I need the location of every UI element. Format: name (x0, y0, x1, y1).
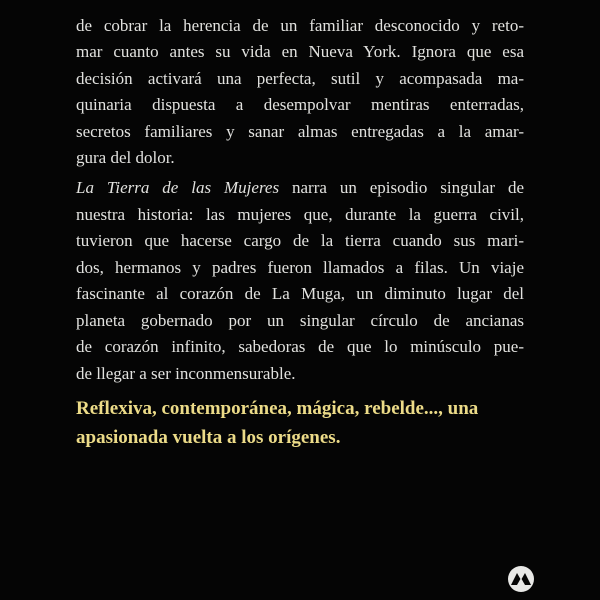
text-line: nuestra historia: las mujeres que, durante la guerra civil, (76, 204, 524, 224)
text-line: secretos familiares y sanar almas entregadas a la amar- (76, 121, 524, 141)
book-title: La Tierra de las Mujeres (76, 178, 280, 197)
tagline (76, 394, 536, 452)
text-line (76, 0, 524, 13)
text-line: planeta gobernado por un singular círculo de ancianas (76, 310, 524, 330)
text-line: dos, hermanos y padres fueron llamados a filas. Un viaje (76, 257, 524, 277)
text-line: de corazón infinito, sabedoras de que lo minúsculo pue- (76, 337, 524, 356)
description-paragraph-2 (76, 175, 524, 387)
tagline-line: Reflexiva, contemporánea, mágica, rebelde..., una (76, 398, 479, 419)
publisher-logo-icon (507, 565, 535, 593)
tagline-line: apasionada vuelta a los orígenes. (76, 427, 341, 448)
text-line: mar cuanto antes su vida en Nueva York. Ignora que esa (76, 42, 524, 61)
text-line: fascinante al corazón de La Muga, un diminuto lugar del (76, 284, 524, 303)
publisher-logo-icon-graphic (507, 565, 535, 593)
description-paragraph-1 (76, 0, 524, 172)
text-line: quinaria dispuesta a desempolvar mentiras enterradas, (76, 95, 524, 114)
text-line: de cobrar la herencia de un familiar desconocido y reto- (76, 15, 524, 35)
text-fragment: narra un episodio singular de (279, 178, 524, 197)
text-line: de llegar a ser inconmensurable. (76, 363, 296, 383)
text-line: decisión activará una perfecta, sutil y acompasada ma- (76, 68, 524, 88)
text-line: tuvieron que hacerse cargo de la tierra cuando sus mari- (76, 231, 524, 250)
text-line (76, 175, 524, 202)
text-line: gura del dolor. (76, 148, 175, 167)
